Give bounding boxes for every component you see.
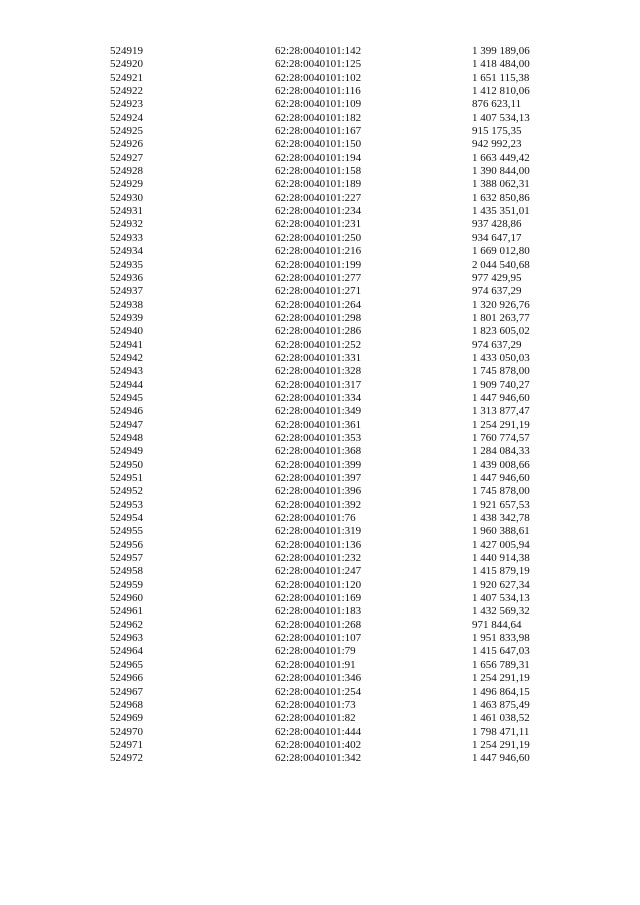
table-row [0, 445, 640, 458]
table-row [0, 512, 640, 525]
record-number: 524936 [110, 271, 143, 284]
cadastral-value: 937 428,86 [472, 218, 522, 231]
record-number: 524934 [110, 245, 143, 258]
table-row [0, 752, 640, 765]
cadastral-number: 62:28:0040101:252 [275, 338, 362, 351]
cadastral-value: 1 461 038,52 [472, 712, 530, 725]
record-number: 524933 [110, 231, 143, 244]
cadastral-number: 62:28:0040101:264 [275, 298, 362, 311]
cadastral-number: 62:28:0040101:331 [275, 351, 362, 364]
cadastral-value: 1 951 833,98 [472, 632, 530, 645]
cadastral-value: 1 920 627,34 [472, 578, 530, 591]
cadastral-number: 62:28:0040101:247 [275, 565, 362, 578]
cadastral-value: 1 415 879,19 [472, 565, 530, 578]
record-number: 524937 [110, 285, 143, 298]
cadastral-number: 62:28:0040101:82 [275, 712, 356, 725]
cadastral-number: 62:28:0040101:342 [275, 752, 362, 765]
cadastral-number: 62:28:0040101:120 [275, 578, 362, 591]
cadastral-value: 971 844,64 [472, 618, 522, 631]
record-number: 524954 [110, 512, 143, 525]
table-row [0, 138, 640, 151]
table-row [0, 525, 640, 538]
record-number: 524920 [110, 58, 143, 71]
record-number: 524967 [110, 685, 143, 698]
cadastral-value: 1 412 810,06 [472, 85, 530, 98]
table-row [0, 72, 640, 85]
record-number: 524944 [110, 378, 143, 391]
cadastral-number: 62:28:0040101:183 [275, 605, 362, 618]
table-row [0, 592, 640, 605]
cadastral-value-table [0, 45, 640, 766]
table-row [0, 98, 640, 111]
record-number: 524961 [110, 605, 143, 618]
cadastral-number: 62:28:0040101:286 [275, 325, 362, 338]
record-number: 524970 [110, 725, 143, 738]
cadastral-number: 62:28:0040101:167 [275, 125, 362, 138]
cadastral-number: 62:28:0040101:298 [275, 311, 362, 324]
cadastral-number: 62:28:0040101:109 [275, 98, 362, 111]
cadastral-value: 1 438 342,78 [472, 512, 530, 525]
record-number: 524948 [110, 431, 143, 444]
cadastral-number: 62:28:0040101:199 [275, 258, 362, 271]
table-row [0, 405, 640, 418]
cadastral-number: 62:28:0040101:346 [275, 672, 362, 685]
cadastral-value: 1 440 914,38 [472, 552, 530, 565]
cadastral-value: 1 801 263,77 [472, 311, 530, 324]
table-row [0, 686, 640, 699]
cadastral-value: 977 429,95 [472, 271, 522, 284]
cadastral-value: 1 407 534,13 [472, 111, 530, 124]
record-number: 524921 [110, 71, 143, 84]
cadastral-value: 974 637,29 [472, 338, 522, 351]
table-row [0, 352, 640, 365]
cadastral-number: 62:28:0040101:319 [275, 525, 362, 538]
record-number: 524930 [110, 191, 143, 204]
cadastral-value: 2 044 540,68 [472, 258, 530, 271]
cadastral-value: 1 432 569,32 [472, 605, 530, 618]
table-row [0, 432, 640, 445]
cadastral-value: 934 647,17 [472, 231, 522, 244]
cadastral-value: 1 760 774,57 [472, 431, 530, 444]
record-number: 524956 [110, 538, 143, 551]
record-number: 524959 [110, 578, 143, 591]
cadastral-value: 1 745 878,00 [472, 365, 530, 378]
record-number: 524953 [110, 498, 143, 511]
cadastral-value: 974 637,29 [472, 285, 522, 298]
record-number: 524928 [110, 165, 143, 178]
cadastral-number: 62:28:0040101:254 [275, 685, 362, 698]
record-number: 524942 [110, 351, 143, 364]
cadastral-number: 62:28:0040101:396 [275, 485, 362, 498]
table-row [0, 165, 640, 178]
table-row [0, 365, 640, 378]
record-number: 524971 [110, 738, 143, 751]
table-row [0, 299, 640, 312]
table-row [0, 339, 640, 352]
table-row [0, 605, 640, 618]
cadastral-value: 1 909 740,27 [472, 378, 530, 391]
record-number: 524922 [110, 85, 143, 98]
cadastral-number: 62:28:0040101:136 [275, 538, 362, 551]
table-row [0, 325, 640, 338]
table-row [0, 85, 640, 98]
cadastral-value: 1 427 005,94 [472, 538, 530, 551]
table-row [0, 152, 640, 165]
cadastral-value: 1 320 926,76 [472, 298, 530, 311]
table-row [0, 218, 640, 231]
table-row [0, 178, 640, 191]
table-row [0, 312, 640, 325]
cadastral-value: 1 399 189,06 [472, 45, 530, 57]
record-number: 524946 [110, 405, 143, 418]
record-number: 524935 [110, 258, 143, 271]
cadastral-value: 1 435 351,01 [472, 205, 530, 218]
table-row [0, 552, 640, 565]
cadastral-value: 1 745 878,00 [472, 485, 530, 498]
table-row [0, 419, 640, 432]
table-row [0, 579, 640, 592]
record-number: 524950 [110, 458, 143, 471]
cadastral-value: 1 415 647,03 [472, 645, 530, 658]
cadastral-value: 1 669 012,80 [472, 245, 530, 258]
record-number: 524965 [110, 658, 143, 671]
cadastral-number: 62:28:0040101:232 [275, 552, 362, 565]
cadastral-value: 1 798 471,11 [472, 725, 530, 738]
cadastral-value: 1 651 115,38 [472, 71, 530, 84]
record-number: 524929 [110, 178, 143, 191]
cadastral-number: 62:28:0040101:125 [275, 58, 362, 71]
record-number: 524927 [110, 151, 143, 164]
cadastral-number: 62:28:0040101:194 [275, 151, 362, 164]
record-number: 524923 [110, 98, 143, 111]
record-number: 524964 [110, 645, 143, 658]
cadastral-value: 942 992,23 [472, 138, 522, 151]
cadastral-value: 915 175,35 [472, 125, 522, 138]
cadastral-value: 1 823 605,02 [472, 325, 530, 338]
cadastral-number: 62:28:0040101:107 [275, 632, 362, 645]
table-row [0, 645, 640, 658]
table-row [0, 125, 640, 138]
cadastral-number: 62:28:0040101:250 [275, 231, 362, 244]
cadastral-value: 1 463 875,49 [472, 698, 530, 711]
record-number: 524924 [110, 111, 143, 124]
record-number: 524932 [110, 218, 143, 231]
cadastral-value: 1 921 657,53 [472, 498, 530, 511]
record-number: 524962 [110, 618, 143, 631]
cadastral-value: 1 407 534,13 [472, 592, 530, 605]
cadastral-number: 62:28:0040101:79 [275, 645, 356, 658]
table-row [0, 272, 640, 285]
cadastral-value: 1 433 050,03 [472, 351, 530, 364]
cadastral-value: 1 254 291,19 [472, 672, 530, 685]
table-row [0, 259, 640, 272]
record-number: 524952 [110, 485, 143, 498]
table-row [0, 712, 640, 725]
cadastral-number: 62:28:0040101:444 [275, 725, 362, 738]
table-row [0, 539, 640, 552]
cadastral-number: 62:28:0040101:231 [275, 218, 362, 231]
record-number: 524941 [110, 338, 143, 351]
table-row [0, 245, 640, 258]
record-number: 524963 [110, 632, 143, 645]
cadastral-number: 62:28:0040101:317 [275, 378, 362, 391]
cadastral-number: 62:28:0040101:277 [275, 271, 362, 284]
cadastral-value: 1 632 850,86 [472, 191, 530, 204]
table-row [0, 192, 640, 205]
cadastral-value: 1 447 946,60 [472, 391, 530, 404]
cadastral-number: 62:28:0040101:189 [275, 178, 362, 191]
record-number: 524955 [110, 525, 143, 538]
record-number: 524972 [110, 752, 143, 765]
record-number: 524945 [110, 391, 143, 404]
table-row [0, 112, 640, 125]
record-number: 524951 [110, 472, 143, 484]
table-row [0, 45, 640, 58]
cadastral-value: 1 388 062,31 [472, 178, 530, 191]
cadastral-number: 62:28:0040101:399 [275, 458, 362, 471]
cadastral-number: 62:28:0040101:334 [275, 391, 362, 404]
cadastral-number: 62:28:0040101:368 [275, 445, 362, 458]
table-row [0, 499, 640, 512]
record-number: 524938 [110, 298, 143, 311]
cadastral-value: 1 447 946,60 [472, 472, 530, 484]
cadastral-number: 62:28:0040101:91 [275, 658, 356, 671]
cadastral-number: 62:28:0040101:392 [275, 498, 362, 511]
cadastral-number: 62:28:0040101:169 [275, 592, 362, 605]
cadastral-value: 1 254 291,19 [472, 418, 530, 431]
table-row [0, 632, 640, 645]
cadastral-number: 62:28:0040101:268 [275, 618, 362, 631]
cadastral-number: 62:28:0040101:328 [275, 365, 362, 378]
record-number: 524958 [110, 565, 143, 578]
cadastral-number: 62:28:0040101:142 [275, 45, 362, 57]
table-row [0, 726, 640, 739]
cadastral-value: 1 496 864,15 [472, 685, 530, 698]
cadastral-value: 1 418 484,00 [472, 58, 530, 71]
table-row [0, 672, 640, 685]
cadastral-number: 62:28:0040101:361 [275, 418, 362, 431]
table-row [0, 565, 640, 578]
record-number: 524919 [110, 45, 143, 57]
cadastral-number: 62:28:0040101:271 [275, 285, 362, 298]
cadastral-value: 1 960 388,61 [472, 525, 530, 538]
cadastral-number: 62:28:0040101:397 [275, 472, 362, 484]
table-row [0, 285, 640, 298]
cadastral-number: 62:28:0040101:216 [275, 245, 362, 258]
table-row [0, 472, 640, 485]
cadastral-value: 1 313 877,47 [472, 405, 530, 418]
table-row [0, 619, 640, 632]
table-row [0, 485, 640, 498]
table-row [0, 232, 640, 245]
cadastral-value: 1 663 449,42 [472, 151, 530, 164]
cadastral-number: 62:28:0040101:116 [275, 85, 361, 98]
record-number: 524966 [110, 672, 143, 685]
record-number: 524960 [110, 592, 143, 605]
record-number: 524957 [110, 552, 143, 565]
cadastral-number: 62:28:0040101:227 [275, 191, 362, 204]
table-row [0, 392, 640, 405]
cadastral-number: 62:28:0040101:73 [275, 698, 356, 711]
table-row [0, 659, 640, 672]
record-number: 524947 [110, 418, 143, 431]
cadastral-number: 62:28:0040101:234 [275, 205, 362, 218]
table-row [0, 739, 640, 752]
cadastral-number: 62:28:0040101:402 [275, 738, 362, 751]
table-row [0, 379, 640, 392]
table-row [0, 58, 640, 71]
cadastral-number: 62:28:0040101:102 [275, 71, 362, 84]
cadastral-number: 62:28:0040101:349 [275, 405, 362, 418]
cadastral-value: 1 390 844,00 [472, 165, 530, 178]
cadastral-value: 1 284 084,33 [472, 445, 530, 458]
record-number: 524969 [110, 712, 143, 725]
cadastral-number: 62:28:0040101:182 [275, 111, 362, 124]
table-row [0, 205, 640, 218]
cadastral-value: 1 447 946,60 [472, 752, 530, 765]
cadastral-number: 62:28:0040101:150 [275, 138, 362, 151]
cadastral-value: 1 656 789,31 [472, 658, 530, 671]
record-number: 524949 [110, 445, 143, 458]
cadastral-number: 62:28:0040101:353 [275, 431, 362, 444]
cadastral-value: 876 623,11 [472, 98, 522, 111]
cadastral-number: 62:28:0040101:158 [275, 165, 362, 178]
cadastral-value: 1 254 291,19 [472, 738, 530, 751]
table-row [0, 459, 640, 472]
record-number: 524931 [110, 205, 143, 218]
record-number: 524943 [110, 365, 143, 378]
record-number: 524926 [110, 138, 143, 151]
cadastral-number: 62:28:0040101:76 [275, 512, 356, 525]
record-number: 524968 [110, 698, 143, 711]
record-number: 524925 [110, 125, 143, 138]
record-number: 524940 [110, 325, 143, 338]
table-row [0, 699, 640, 712]
cadastral-value: 1 439 008,66 [472, 458, 530, 471]
record-number: 524939 [110, 311, 143, 324]
